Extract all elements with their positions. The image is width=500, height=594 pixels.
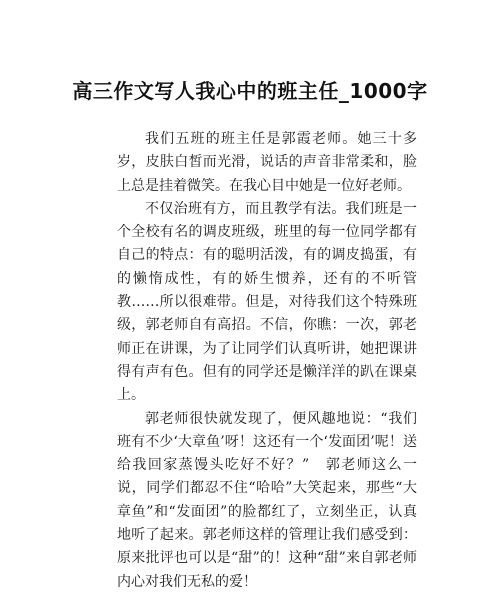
document-title: 高三作文写人我心中的班主任_1000字	[72, 79, 428, 104]
paragraph-2: 不仅治班有方，而且教学有法。我们班是一个全校有名的调皮班级，班里的每一位同学都有自己的特点：有的聪明活泼，有的调皮捣蛋，有的懒惰成性，有的娇生惯养，还有的不听管教……所以很难带。但是，对待我们这个特殊班级，郭老师自有高招。不信，你瞧：一次，郭老师正在讲课，为了让同学们认真听讲，她把课讲得有声有色。但有的同学还是懒洋洋的趴在课桌上。	[117, 200, 417, 404]
article-body	[117, 128, 417, 594]
paragraph-1: 我们五班的班主任是郭霞老师。她三十多岁，皮肤白皙而光滑，说话的声音非常柔和，脸上总是挂着微笑。在我心目中她是一位好老师。	[117, 131, 417, 194]
paragraph-3: 郭老师很快就发现了，便风趣地说：“我们班有不少‘大章鱼’呀！这还有一个‘发面团’呢！送给我回家蒸馒头吃好不好？” 郭老师这么一说，同学们都忍不住“哈哈”大笑起来，那些“大章鱼”和“发面团”的脸都红了，立刻坐正，认真地听了起来。郭老师这样的管理让我们感受到：原来批评也可以是“甜”的！这种“甜”来自郭老师内心对我们无私的爱！	[117, 410, 417, 590]
